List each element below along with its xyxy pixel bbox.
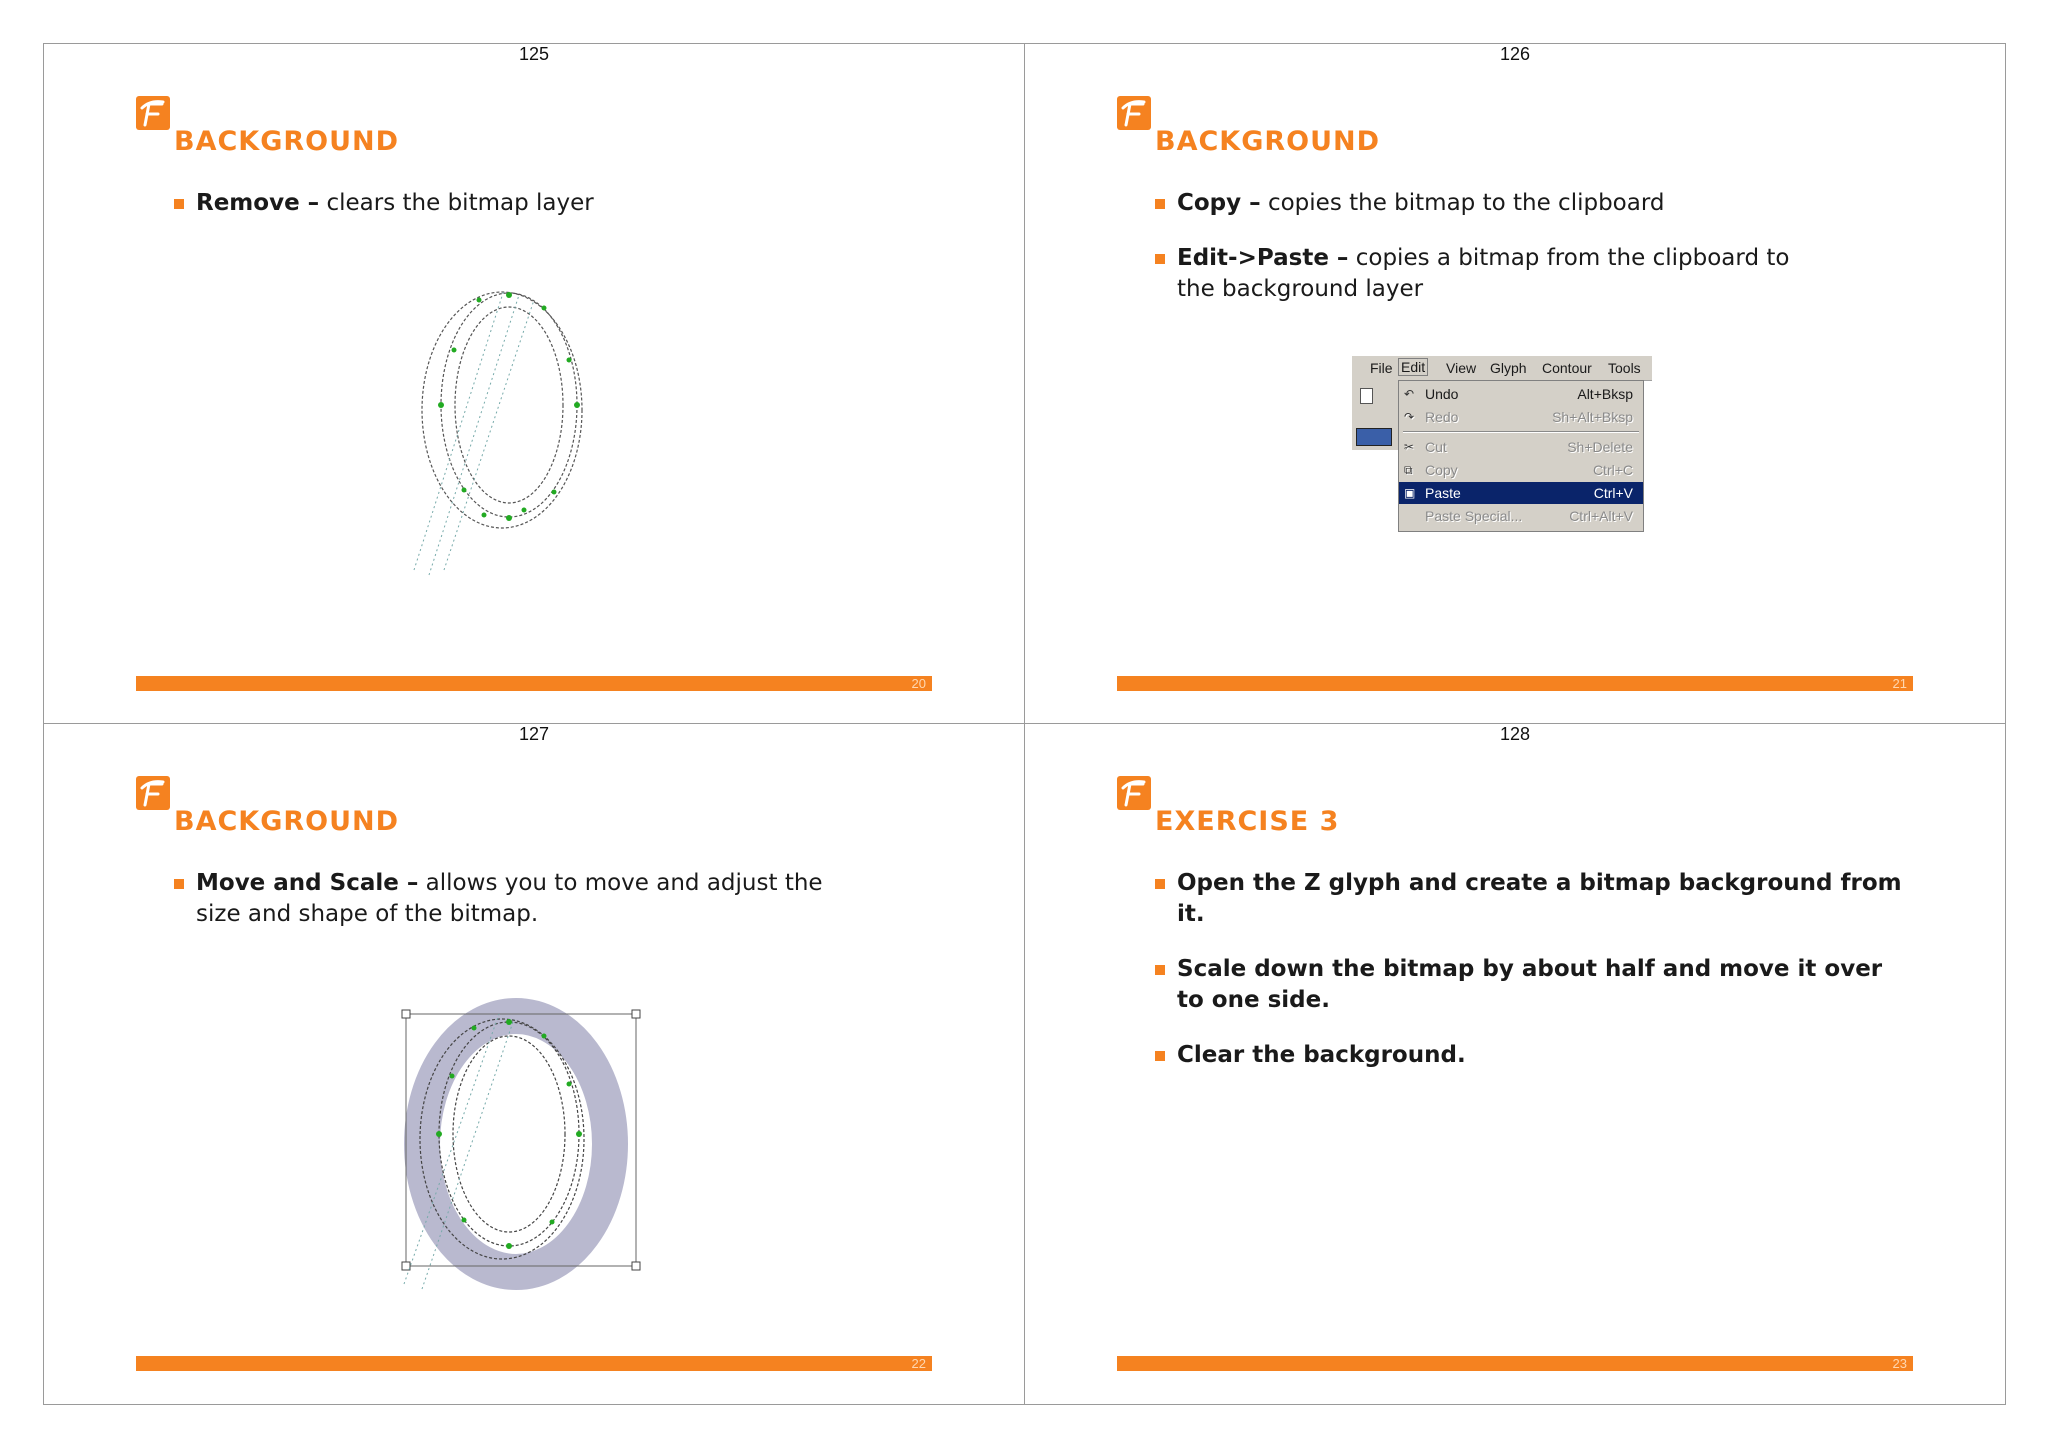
slide-126 (1025, 44, 2005, 724)
menu-item-label: Paste (1425, 485, 1461, 501)
bullet-item (1155, 188, 1815, 219)
undo-icon: ↶ (1404, 387, 1415, 401)
slide-125 (44, 44, 1024, 724)
bullet-term: Remove – (196, 190, 320, 216)
edit-dropdown (1398, 380, 1644, 532)
bullet-term: Move and Scale – (196, 870, 419, 896)
menu-file[interactable]: File (1370, 360, 1393, 376)
menu-item-redo[interactable] (1399, 406, 1643, 428)
slide-number: 22 (911, 1356, 926, 1371)
page-number: 126 (1499, 44, 1531, 64)
menu-item-shortcut: Sh+Delete (1567, 439, 1633, 455)
fontlab-logo-icon (136, 776, 170, 810)
menubar (1352, 356, 1652, 381)
menu-edit[interactable]: Edit (1398, 358, 1428, 376)
menu-separator (1403, 431, 1639, 433)
edit-menu-screenshot (1352, 356, 1652, 532)
glyph-bitmap-image (374, 984, 664, 1304)
bullet-text: copies the bitmap to the clipboard (1260, 190, 1665, 216)
copy-icon: ⧉ (1404, 463, 1413, 477)
bullet-list (1155, 188, 1815, 329)
bullet-item (1155, 243, 1815, 305)
footer-bar (1117, 1356, 1913, 1371)
paste-icon: ▣ (1404, 486, 1416, 500)
menu-item-label: Paste Special... (1425, 508, 1523, 524)
footer-bar (136, 1356, 932, 1371)
bullet-item (1155, 954, 1915, 1016)
menu-item-shortcut: Ctrl+C (1592, 462, 1633, 478)
footer-bar (1117, 676, 1913, 691)
menu-contour[interactable]: Contour (1542, 360, 1592, 376)
slide-127 (44, 724, 1024, 1404)
menu-item-cut[interactable] (1399, 436, 1643, 458)
footer-bar (136, 676, 932, 691)
bullet-list (1155, 868, 1915, 1095)
new-file-icon (1360, 388, 1373, 404)
glyph-outline-image (384, 270, 624, 600)
bullet-term: Edit->Paste – (1177, 245, 1349, 271)
fontlab-window-icon (1356, 428, 1392, 446)
bullet-text: copies a bitmap from the clipboard to the background layer (1177, 245, 1790, 302)
page-number: 125 (518, 44, 550, 64)
toolbar-fragment (1352, 380, 1399, 450)
bullet-text: allows you to move and adjust the size and shape of the bitmap. (196, 870, 823, 927)
menu-item-shortcut: Ctrl+V (1593, 485, 1633, 501)
menu-item-paste-special[interactable] (1399, 505, 1643, 527)
menu-item-paste[interactable] (1399, 482, 1643, 504)
slide-number: 21 (1892, 676, 1907, 691)
bullet-item (174, 868, 864, 930)
menu-item-label: Copy (1425, 462, 1458, 478)
bullet-list (174, 868, 864, 954)
fontlab-logo-icon (136, 96, 170, 130)
fontlab-logo-icon (1117, 96, 1151, 130)
bullet-text: clears the bitmap layer (319, 190, 594, 216)
menu-item-shortcut: Sh+Alt+Bksp (1552, 409, 1633, 425)
menu-item-label: Redo (1425, 409, 1459, 425)
slide-title: EXERCISE 3 (1155, 806, 1340, 837)
slide-number: 20 (911, 676, 926, 691)
redo-icon: ↷ (1404, 410, 1415, 424)
menu-item-copy[interactable] (1399, 459, 1643, 481)
slide-title: BACKGROUND (174, 806, 400, 837)
bullet-term: Copy – (1177, 190, 1261, 216)
cut-icon: ✂ (1404, 440, 1415, 454)
menu-item-label: Cut (1425, 439, 1447, 455)
fontlab-logo-icon (1117, 776, 1151, 810)
bullet-text: Scale down the bitmap by about half and move it over to one side. (1177, 956, 1883, 1013)
bullet-item (174, 188, 894, 219)
menu-item-shortcut: Ctrl+Alt+V (1569, 508, 1633, 524)
menu-item-undo[interactable] (1399, 383, 1643, 405)
menu-item-shortcut: Alt+Bksp (1577, 386, 1633, 402)
bullet-text: Open the Z glyph and create a bitmap background from it. (1177, 870, 1902, 927)
menu-glyph[interactable]: Glyph (1490, 360, 1527, 376)
slide-number: 23 (1892, 1356, 1907, 1371)
bullet-item (1155, 1040, 1915, 1071)
bullet-text: Clear the background. (1177, 1042, 1466, 1068)
bullet-item (1155, 868, 1915, 930)
menu-view[interactable]: View (1446, 360, 1477, 376)
menu-tools[interactable]: Tools (1608, 360, 1641, 376)
bullet-list (174, 188, 894, 243)
menu-item-label: Undo (1425, 386, 1459, 402)
slide-title: BACKGROUND (1155, 126, 1381, 157)
slide-128 (1025, 724, 2005, 1404)
page-number: 128 (1499, 724, 1531, 744)
page-number: 127 (518, 724, 550, 744)
slide-title: BACKGROUND (174, 126, 400, 157)
